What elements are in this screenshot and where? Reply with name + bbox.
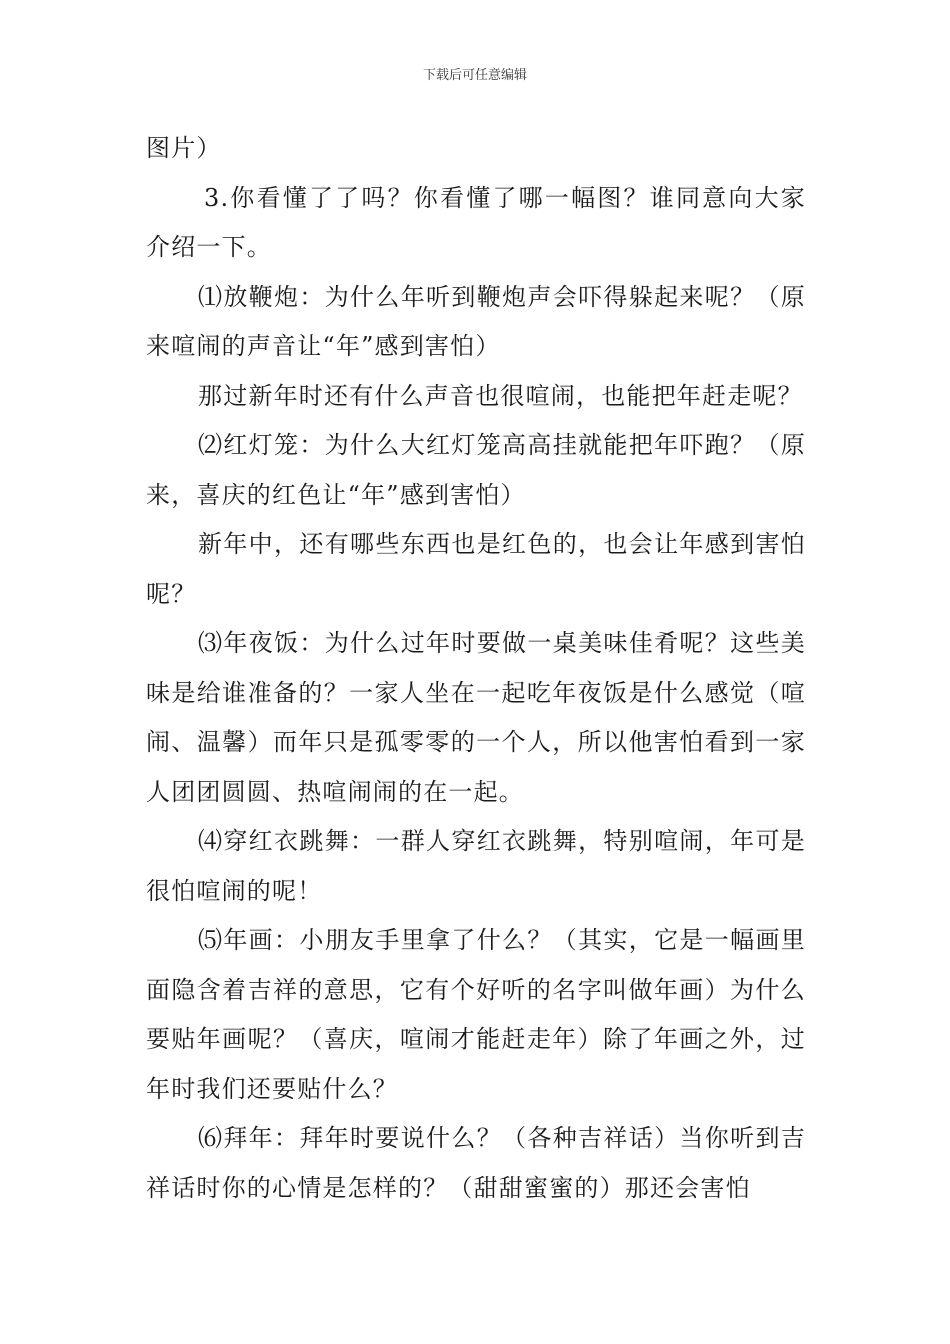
paragraph-image-caption-end: 图片） bbox=[146, 134, 222, 162]
paragraph-new-year-dinner: ⑶年夜饭：为什么过年时要做一桌美味佳肴呢？这些美味是给谁准备的？一家人坐在一起吃年夜饭是什么感觉（喧闹、温馨）而年只是孤零零的一个人，所以他害怕看到一家人团团圆圆、热喧闹闹的在一起。 bbox=[146, 629, 806, 806]
paragraph-noisy-sounds: 那过新年时还有什么声音也很喧闹，也能把年赶走呢？ bbox=[198, 381, 803, 410]
document-body bbox=[146, 124, 806, 1213]
paragraph-red-things: 新年中，还有哪些东西也是红色的，也会让年感到害怕呢？ bbox=[146, 530, 806, 608]
paragraph-red-dance: ⑷穿红衣跳舞：一群人穿红衣跳舞，特别喧闹，年可是很怕喧闹的呢！ bbox=[146, 827, 806, 905]
paragraph-new-year-painting: ⑸年画：小朋友手里拿了什么？（其实，它是一幅画里面隐含着吉祥的意思，它有个好听的名字叫做年画）为什么要贴年画呢？（喜庆，喧闹才能赶走年）除了年画之外，过年时我们还要贴什么？ bbox=[146, 926, 806, 1103]
page-header-note: 下载后可任意编辑 bbox=[422, 68, 527, 83]
paragraph-red-lanterns: ⑵红灯笼：为什么大红灯笼高高挂就能把年吓跑？（原来，喜庆的红色让“年”感到害怕） bbox=[146, 431, 806, 509]
paragraph-question-3: 3.你看懂了了吗？你看懂了哪一幅图？谁同意向大家介绍一下。 bbox=[146, 183, 806, 261]
paragraph-new-year-greetings: ⑹拜年：拜年时要说什么？（各种吉祥话）当你听到吉祥话时你的心情是怎样的？（甜甜蜜蜜的）那还会害怕 bbox=[146, 1124, 806, 1202]
paragraph-firecrackers: ⑴放鞭炮：为什么年听到鞭炮声会吓得躲起来呢？（原来喧闹的声音让“年”感到害怕） bbox=[146, 282, 806, 360]
